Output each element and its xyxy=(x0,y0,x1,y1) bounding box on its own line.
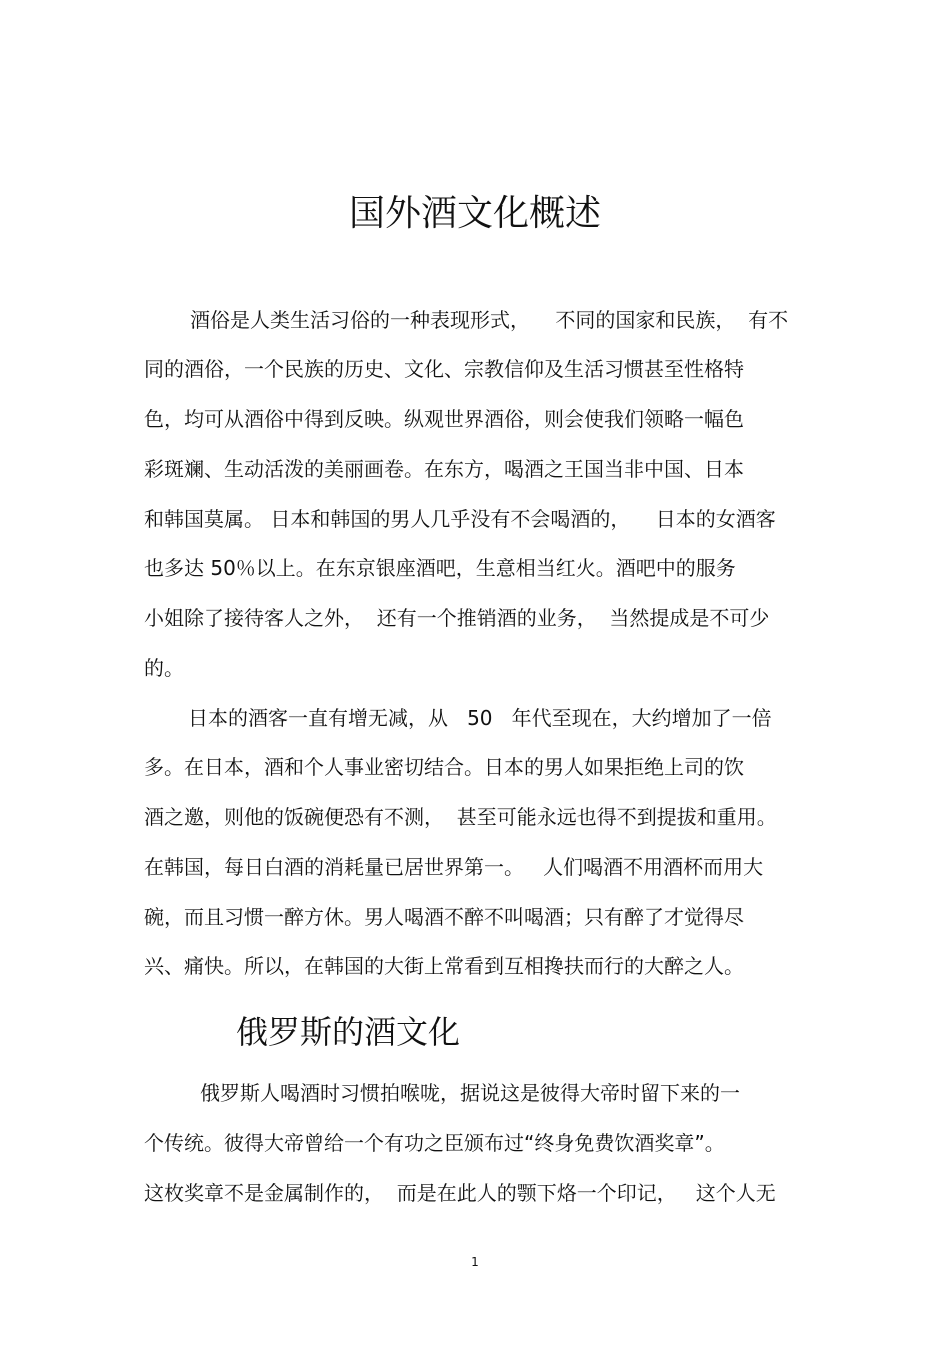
paragraph-2-line-1: 日本的酒客一直有增无减，从 50 年代至现在，大约增加了一倍 xyxy=(188,706,772,730)
paragraph-1-line-7: 小姐除了接待客人之外， 还有一个推销酒的业务， 当然提成是不可少 xyxy=(144,606,770,630)
page-number: 1 xyxy=(471,1255,479,1269)
paragraph-2-line-4: 在韩国，每日白酒的消耗量已居世界第一。 人们喝酒不用酒杯而用大 xyxy=(144,855,764,879)
paragraph-2-line-3: 酒之邀，则他的饭碗便恐有不测， 甚至可能永远也得不到提拔和重用。 xyxy=(144,805,777,829)
paragraph-3-line-1: 俄罗斯人喝酒时习惯拍喉咙，据说这是彼得大帝时留下来的一 xyxy=(200,1081,740,1105)
paragraph-1-line-6: 也多达 50％以上。在东京银座酒吧，生意相当红火。酒吧中的服务 xyxy=(144,556,736,580)
page-title: 国外酒文化概述 xyxy=(348,193,601,234)
section-heading: 俄罗斯的酒文化 xyxy=(236,1013,461,1051)
paragraph-1-line-3: 色，均可从酒俗中得到反映。纵观世界酒俗，则会使我们领略一幅色 xyxy=(144,407,744,431)
paragraph-1-line-8: 的。 xyxy=(144,656,184,680)
paragraph-1-line-5: 和韩国莫属。 日本和韩国的男人几乎没有不会喝酒的， 日本的女酒客 xyxy=(144,507,776,531)
paragraph-2-line-5: 碗，而且习惯一醉方休。男人喝酒不醉不叫喝酒；只有醉了才觉得尽 xyxy=(144,905,744,929)
paragraph-2-line-2: 多。在日本，酒和个人事业密切结合。日本的男人如果拒绝上司的饮 xyxy=(144,755,744,779)
paragraph-2-line-6: 兴、痛快。所以，在韩国的大街上常看到互相搀扶而行的大醉之人。 xyxy=(144,954,744,978)
paragraph-3-line-3: 这枚奖章不是金属制作的， 而是在此人的颚下烙一个印记， 这个人无 xyxy=(144,1181,776,1205)
paragraph-1-line-4: 彩斑斓、生动活泼的美丽画卷。在东方，喝酒之王国当非中国、日本 xyxy=(144,457,744,481)
paragraph-1-line-2: 同的酒俗，一个民族的历史、文化、宗教信仰及生活习惯甚至性格特 xyxy=(144,357,744,381)
paragraph-3-line-2: 个传统。彼得大帝曾给一个有功之臣颁布过“终身免费饮酒奖章”。 xyxy=(144,1131,725,1155)
paragraph-1-line-1: 酒俗是人类生活习俗的一种表现形式， 不同的国家和民族， 有不 xyxy=(190,308,789,332)
